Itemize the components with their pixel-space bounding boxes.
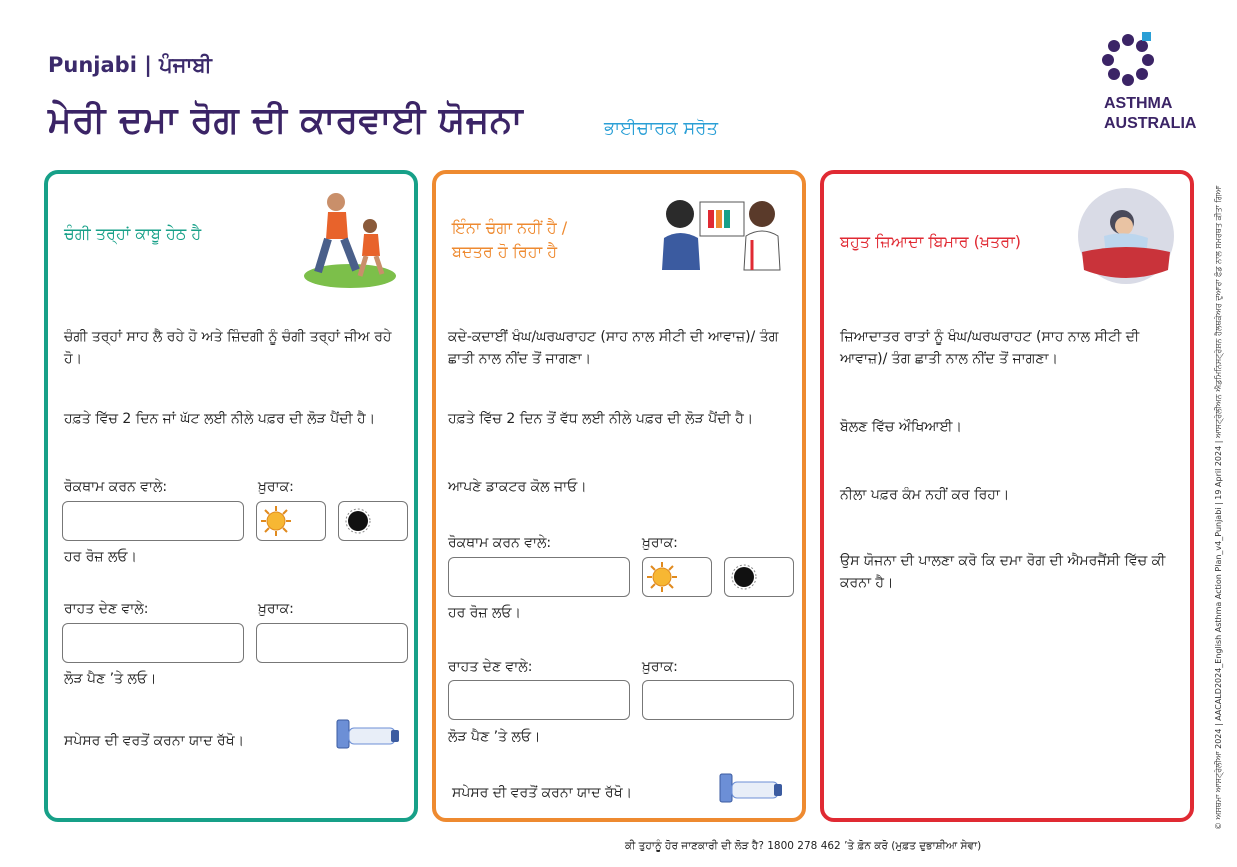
orange-title-line-1: ਇੰਨਾ ਚੰਗਾ ਨਹੀਂ ਹੈ /	[452, 218, 568, 237]
green-morning-dose-input[interactable]	[256, 501, 326, 541]
green-every-day-text: ਹਰ ਰੋਜ਼ ਲਓ।	[64, 549, 137, 565]
logo-line-2: AUSTRALIA	[1104, 115, 1197, 132]
moon-icon	[728, 561, 760, 593]
orange-preventer-label: ਰੋਕਥਾਮ ਕਰਨ ਵਾਲੇ:	[448, 535, 552, 551]
green-breathing-text: ਚੰਗੀ ਤਰ੍ਹਾਂ ਸਾਹ ਲੈ ਰਹੇ ਹੋ ਅਤੇ ਜ਼ਿੰਦਗੀ ਨੂੰ ਚੰਗੀ ਤਰ੍ਹਾਂ ਜੀਅ ਰਹੇ ਹੋ।	[64, 329, 392, 367]
green-spacer-text: ਸਪੇਸਰ ਦੀ ਵਰਤੋਂ ਕਰਨਾ ਯਾਦ ਰੱਖੋ।	[64, 733, 245, 749]
green-preventer-input[interactable]	[62, 501, 244, 541]
logo-line-1: ASTHMA	[1104, 95, 1173, 112]
orange-see-doctor-text: ਆਪਣੇ ਡਾਕਟਰ ਕੋਲ ਜਾਓ।	[448, 479, 587, 495]
orange-title-line-2: ਬਦਤਰ ਹੋ ਰਿਹਾ ਹੈ	[452, 242, 558, 261]
logo-mark-icon	[1100, 30, 1160, 90]
page-subtitle: ਭਾਈਚਾਰਕ ਸਰੋਤ	[604, 118, 718, 139]
moon-icon	[342, 505, 374, 537]
footer-helpline: ਕੀ ਤੁਹਾਨੂੰ ਹੋਰ ਜਾਣਕਾਰੀ ਦੀ ਲੋੜ ਹੈ? 1800 278 462 ’ਤੇ ਫ਼ੋਨ ਕਰੋ (ਮੁਫ਼ਤ ਦੁਭਾਸ਼ੀਆ ਸੇਵਾ)	[625, 840, 982, 852]
green-when-needed-text: ਲੋੜ ਪੈਣ ’ਤੇ ਲਓ।	[64, 671, 157, 687]
getting-worse-panel	[432, 170, 806, 822]
logo-text	[1104, 94, 1196, 134]
orange-reliever-dose-label: ਖ਼ੁਰਾਕ:	[642, 659, 678, 675]
orange-panel-title	[452, 216, 567, 264]
orange-spacer-text: ਸਪੇਸਰ ਦੀ ਵਰਤੋਂ ਕਰਨਾ ਯਾਦ ਰੱਖੋ।	[452, 785, 633, 801]
sun-icon	[646, 561, 678, 593]
green-preventer-label: ਰੋਕਥਾਮ ਕਰਨ ਵਾਲੇ:	[64, 479, 168, 495]
orange-when-needed-text: ਲੋੜ ਪੈਣ ’ਤੇ ਲਓ।	[448, 729, 541, 745]
green-reliever-input[interactable]	[62, 623, 244, 663]
sick-person-in-bed-illustration	[1076, 186, 1176, 286]
orange-morning-dose-input[interactable]	[642, 557, 712, 597]
orange-reliever-dose-input[interactable]	[642, 680, 794, 720]
language-label: Punjabi | ਪੰਜਾਬੀ	[48, 53, 212, 77]
doctor-consultation-illustration	[658, 192, 798, 272]
orange-reliever-label: ਰਾਹਤ ਦੇਣ ਵਾਲੇ:	[448, 659, 533, 675]
orange-every-day-text: ਹਰ ਰੋਜ਼ ਲਓ।	[448, 605, 521, 621]
well-controlled-panel	[44, 170, 418, 822]
green-dose-label: ਖ਼ੁਰਾਕ:	[258, 479, 294, 495]
spacer-device-icon	[716, 770, 786, 808]
orange-coughing-text: ਕਦੇ-ਕਦਾਈਂ ਖੰਘ/ਘਰਘਰਾਹਟ (ਸਾਹ ਨਾਲ ਸੀਟੀ ਦੀ ਆਵਾਜ਼)/ ਤੰਗ ਛਾਤੀ ਨਾਲ ਨੀਂਦ ਤੋਂ ਜਾਗਣਾ।	[448, 329, 779, 367]
red-coughing-text: ਜ਼ਿਆਦਾਤਰ ਰਾਤਾਂ ਨੂੰ ਖੰਘ/ਘਰਘਰਾਹਟ (ਸਾਹ ਨਾਲ ਸੀਟੀ ਦੀ ਆਵਾਜ਼)/ ਤੰਗ ਛਾਤੀ ਨਾਲ ਨੀਂਦ ਤੋਂ ਜਾਗਣਾ।	[840, 329, 1140, 367]
spacer-device-icon	[333, 716, 403, 754]
green-panel-title: ਚੰਗੀ ਤਰ੍ਹਾਂ ਕਾਬੂ ਹੇਠ ਹੈ	[64, 224, 202, 243]
red-puffer-text: ਨੀਲਾ ਪਫ਼ਰ ਕੰਮ ਨਹੀਂ ਕਰ ਰਿਹਾ।	[840, 487, 1010, 503]
side-copyright-text: © ਅਸਥਮਾ ਆਸਟ੍ਰੇਲੀਆ 2024 | AACALD2024_English Asthma Action Plan_v4_Punjabi | 19 April 2024 | ਆਸਟ੍ਰੇਲੀਅਨ ਐਡਮਿਨਿਸਟ੍ਰੇਸ਼ਨ ਹੈਲਥਕੇਅਰ ਦੁਆਰਾ ਫੰਡ ਨਾਲ ਸਮਰਥਤ ਕੀਤਾ ਗਿਆ	[1214, 185, 1223, 830]
green-evening-dose-input[interactable]	[338, 501, 408, 541]
red-emergency-text: ਉਸ ਯੋਜਨਾ ਦੀ ਪਾਲਣਾ ਕਰੋ ਕਿ ਦਮਾ ਰੋਗ ਦੀ ਐਮਰਜੈਂਸੀ ਵਿੱਚ ਕੀ ਕਰਨਾ ਹੈ।	[840, 553, 1166, 591]
orange-reliever-input[interactable]	[448, 680, 630, 720]
orange-evening-dose-input[interactable]	[724, 557, 794, 597]
red-panel-title: ਬਹੁਤ ਜ਼ਿਆਦਾ ਬਿਮਾਰ (ਖ਼ਤਰਾ)	[840, 232, 1022, 251]
green-reliever-dose-label: ਖ਼ੁਰਾਕ:	[258, 601, 294, 617]
orange-dose-label: ਖ਼ੁਰਾਕ:	[642, 535, 678, 551]
red-speaking-text: ਬੋਲਣ ਵਿੱਚ ਔਖਿਆਈ।	[840, 419, 962, 435]
orange-puffer-text: ਹਫ਼ਤੇ ਵਿੱਚ 2 ਦਿਨ ਤੋਂ ਵੱਧ ਲਈ ਨੀਲੇ ਪਫ਼ਰ ਦੀ ਲੋੜ ਪੈਂਦੀ ਹੈ।	[448, 411, 754, 427]
severe-danger-panel	[820, 170, 1194, 822]
page-title: ਮੇਰੀ ਦਮਾ ਰੋਗ ਦੀ ਕਾਰਵਾਈ ਯੋਜਨਾ	[48, 100, 524, 141]
green-reliever-label: ਰਾਹਤ ਦੇਣ ਵਾਲੇ:	[64, 601, 149, 617]
green-puffer-text: ਹਫ਼ਤੇ ਵਿੱਚ 2 ਦਿਨ ਜਾਂ ਘੱਟ ਲਈ ਨੀਲੇ ਪਫ਼ਰ ਦੀ ਲੋੜ ਪੈਂਦੀ ਹੈ।	[64, 411, 376, 427]
side-copyright	[1196, 185, 1223, 830]
green-reliever-dose-input[interactable]	[256, 623, 408, 663]
people-running-illustration	[298, 184, 398, 294]
sun-icon	[260, 505, 292, 537]
orange-preventer-input[interactable]	[448, 557, 630, 597]
